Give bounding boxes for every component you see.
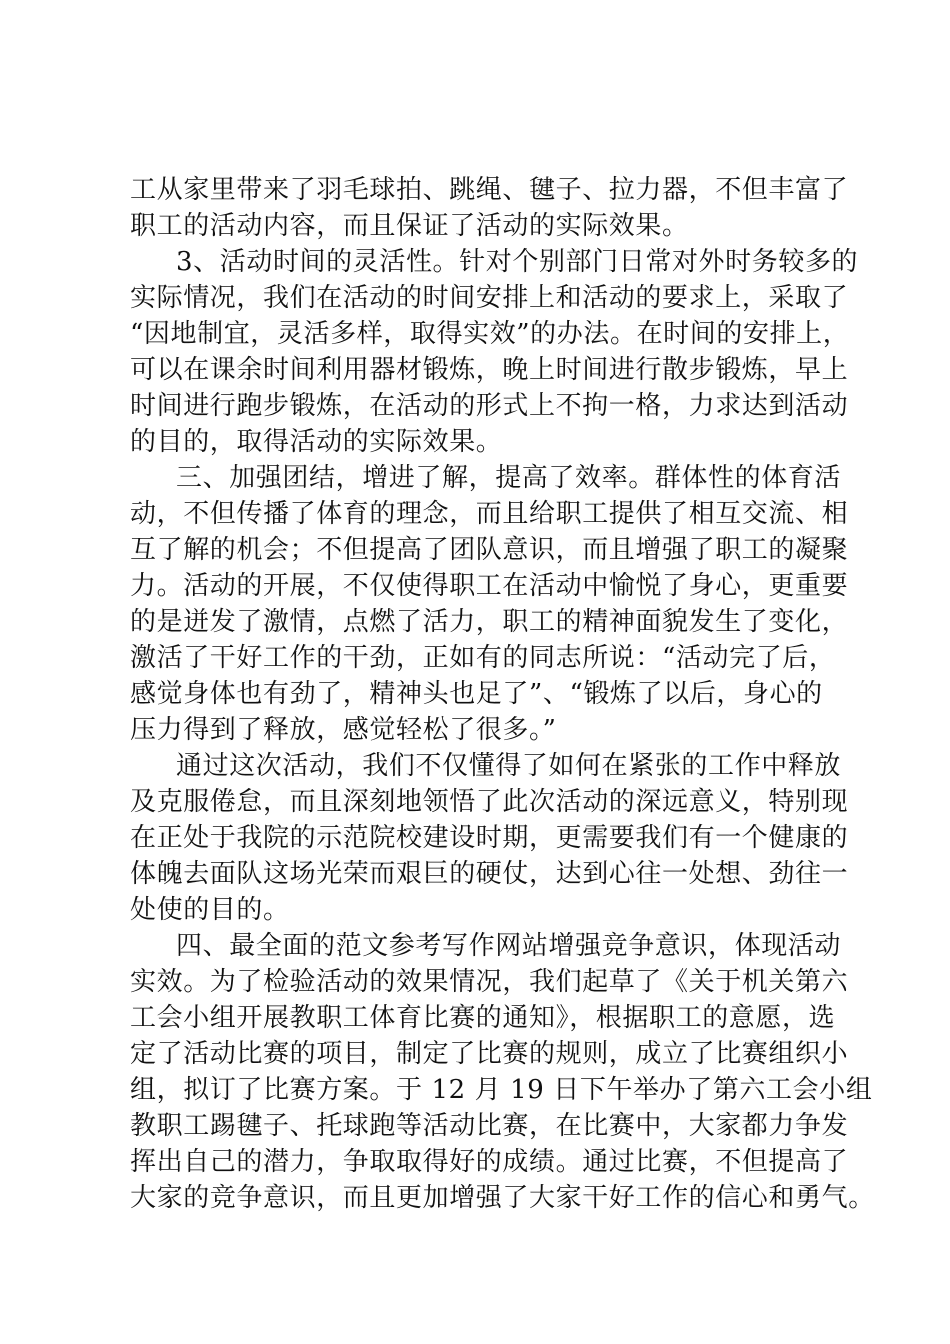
body-line: 的目的，取得活动的实际效果。	[130, 427, 503, 457]
body-line: 3、活动时间的灵活性。针对个别部门日常对外时务较多的	[176, 247, 859, 277]
body-line: “因地制宜，灵活多样，取得实效”的办法。在时间的安排上，	[130, 319, 850, 349]
body-line: 体魄去面队这场光荣而艰巨的硬仗，达到心往一处想、劲往一	[130, 859, 849, 889]
body-line: 职工的活动内容，而且保证了活动的实际效果。	[130, 211, 689, 241]
body-line: 定了活动比赛的项目，制定了比赛的规则，成立了比赛组织小	[130, 1039, 849, 1069]
body-line: 四、最全面的范文参考写作网站增强竞争意识，体现活动	[176, 931, 842, 961]
body-line: 及克服倦怠，而且深刻地领悟了此次活动的深远意义，特别现	[130, 787, 849, 817]
body-line: 激活了干好工作的干劲，正如有的同志所说：“活动完了后，	[130, 643, 836, 673]
body-line: 实效。为了检验活动的效果情况，我们起草了《关于机关第六	[130, 967, 849, 997]
body-line: 教职工踢毽子、托球跑等活动比赛，在比赛中，大家都力争发	[130, 1111, 849, 1141]
body-line: 工会小组开展教职工体育比赛的通知》，根据职工的意愿，选	[130, 1003, 836, 1033]
body-line: 组，拟订了比赛方案。于 12 月 19 日下午举办了第六工会小组	[130, 1075, 873, 1105]
body-line: 动，不但传播了体育的理念，而且给职工提供了相互交流、相	[130, 499, 849, 529]
body-line: 大家的竞争意识，而且更加增强了大家干好工作的信心和勇气。	[130, 1183, 875, 1213]
body-line: 时间进行跑步锻炼，在活动的形式上不拘一格，力求达到活动	[130, 391, 849, 421]
body-line: 三、加强团结，增进了解，提高了效率。群体性的体育活	[176, 463, 842, 493]
body-line: 实际情况，我们在活动的时间安排上和活动的要求上，采取了	[130, 283, 849, 313]
body-line: 工从家里带来了羽毛球拍、跳绳、毽子、拉力器，不但丰富了	[130, 175, 849, 205]
body-line: 力。活动的开展，不仅使得职工在活动中愉悦了身心，更重要	[130, 571, 849, 601]
body-line: 可以在课余时间利用器材锻炼，晚上时间进行散步锻炼，早上	[130, 355, 849, 385]
body-line: 挥出自己的潜力，争取取得好的成绩。通过比赛，不但提高了	[130, 1147, 849, 1177]
body-line: 压力得到了释放，感觉轻松了很多。”	[130, 715, 557, 745]
body-line: 互了解的机会；不但提高了团队意识，而且增强了职工的凝聚	[130, 535, 849, 565]
body-line: 感觉身体也有劲了，精神头也足了”、“锻炼了以后，身心的	[130, 679, 823, 709]
body-line: 处使的目的。	[130, 895, 290, 925]
body-line: 的是迸发了激情，点燃了活力，职工的精神面貌发生了变化，	[130, 607, 849, 637]
body-line: 通过这次活动，我们不仅懂得了如何在紧张的工作中释放	[176, 751, 842, 781]
body-line: 在正处于我院的示范院校建设时期，更需要我们有一个健康的	[130, 823, 849, 853]
